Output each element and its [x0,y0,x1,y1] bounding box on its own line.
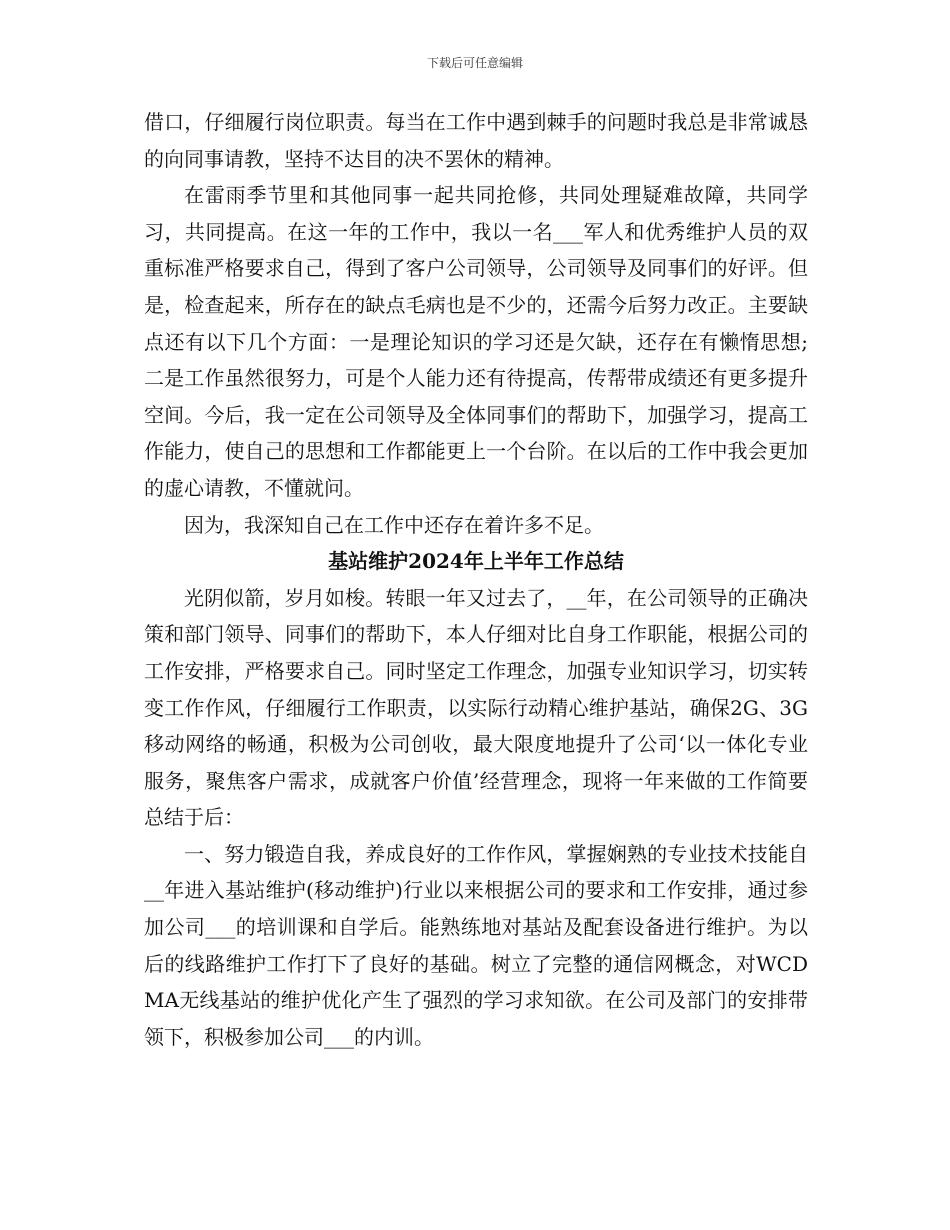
paragraph-closing: 因为，我深知自己在工作中还存在着许多不足。 [184,512,604,537]
paragraph-intro: 光阴似箭，岁月如梭。转眼一年又过去了，__年，在公司领导的正确决策和部门领导、同事们的帮助下，本人仔细对比自身工作职能，根据公司的工作安排，严格要求自己。同时坚定工作理念，加强专业知识学习，切实转变工作作风，仔细履行工作职责，以实际行动精心维护基站，确保2G、3G移动网络的畅通，积极为公司创收，最大限度地提升了公司‘以一体化专业服务，聚焦客户需求，成就客户价值’经营理念，现将一年来做的工作简要总结于后： [144,585,808,830]
page-header-note: 下载后可任意编辑 [426,56,523,70]
paragraph-section-one: 一、努力锻造自我，养成良好的工作作风，掌握娴熟的专业技术技能自__年进入基站维护(移动维护)行业以来根据公司的要求和工作安排，通过参加公司___的培训课和自学后。能熟练地对基站及配套设备进行维护。为以后的线路维护工作打下了良好的基础。树立了完整的通信网概念，对WCDMA无线基站的维护优化产生了强烈的学习求知欲。在公司及部门的安排带领下，积极参加公司___的内训。 [144,841,808,1049]
paragraph-shortcomings: 在雷雨季节里和其他同事一起共同抢修，共同处理疑难故障，共同学习，共同提高。在这一年的工作中，我以一名___军人和优秀维护人员的双重标准严格要求自己，得到了客户公司领导，公司领导及同事们的好评。但是，检查起来，所存在的缺点毛病也是不少的，还需今后努力改正。主要缺点还有以下几个方面：一是理论知识的学习还是欠缺，还存在有懒惰思想;二是工作虽然很努力，可是个人能力还有待提高，传帮带成绩还有更多提升空间。今后，我一定在公司领导及全体同事们的帮助下，加强学习，提高工作能力，使自己的思想和工作都能更上一个台阶。在以后的工作中我会更加的虚心请教，不懂就问。 [144,183,808,500]
document-body [144,104,808,1055]
paragraph-continuation: 借口，仔细履行岗位职责。每当在工作中遇到棘手的问题时我总是非常诚恳的向同事请教，坚持不达目的决不罢休的精神。 [144,110,808,171]
document-title: 基站维护2024年上半年工作总结 [328,549,624,574]
